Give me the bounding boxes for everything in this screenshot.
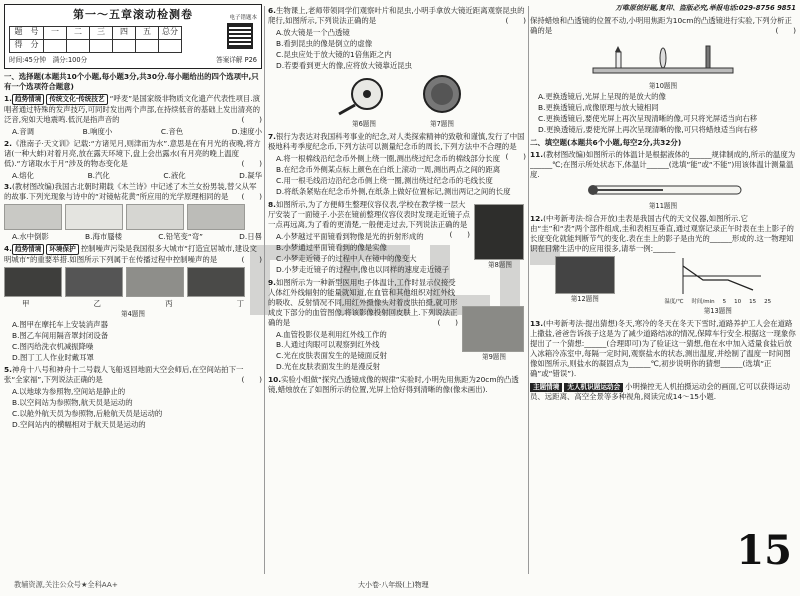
exam-time: 时间:45分钟 满分:100分 bbox=[9, 55, 88, 64]
option[interactable]: A.图甲在摩托车上安装消声器 bbox=[12, 320, 108, 330]
projector-figure bbox=[462, 276, 526, 374]
footer-left: 教辅资源,关注公众号★全科AA+ bbox=[14, 580, 118, 590]
figure-caption: 第11题图 bbox=[648, 201, 678, 210]
reflection-photo bbox=[4, 204, 62, 230]
section-fill-blank: 二、填空题(本题共6个小题,每空2分,共32分) bbox=[530, 137, 682, 147]
option[interactable]: A.以地球为参照物,空间站是静止的 bbox=[12, 387, 126, 397]
option[interactable]: D.速度小 bbox=[231, 126, 262, 136]
question-5: 5.神舟十八号和神舟十二号载人飞船返回地面大空会师后,在空间站拍下一张“全家福”,下列说法正确的是 ( ) bbox=[4, 365, 262, 385]
option[interactable]: C.光在皮肤表面发生的是镜面反射 bbox=[276, 351, 387, 361]
option[interactable]: A.放大镜是一个凸透镜 bbox=[276, 27, 350, 37]
question-text: (教材图改编)如图所示的体温计是根据液体的______规律制成的,所示的温度为______℃;在图示所处状态下,体温计______(选填“能”或“不能”)用该体温计测量温度. bbox=[530, 149, 796, 179]
gnomon-photo bbox=[555, 256, 615, 294]
score-header-cell: 题 号 bbox=[10, 26, 44, 39]
score-cell[interactable] bbox=[67, 39, 90, 52]
vein-projector-photo bbox=[462, 306, 524, 352]
option[interactable]: A.更换透镜后,光屏上呈现的是放大的像 bbox=[538, 92, 666, 102]
figure-caption: 第10题图 bbox=[648, 82, 678, 91]
score-header-cell: 四 bbox=[113, 26, 136, 39]
figure-label: 甲 bbox=[22, 299, 30, 309]
option[interactable]: C.用一根毛线沿边沿纪念币侧上绕一圈,测出绕过纪念币的毛线长度 bbox=[276, 175, 493, 185]
gnomon-figure bbox=[555, 256, 615, 317]
question-13: 13.(中考新考法·提出猜想)冬天,寒冷的冬天在冬天下雪时,道路养护工人会在道路上撒盐,爸爸告诉孩子这是为了减少道路结冰的情况,保障车行安全.根据这一现象你提出了一个猜想:______(合理即可)为了验证这一猜想,他在水中加入适量食盐后放入冰箱冷冻室中,每隔一定时间,观察盐水的状态,测出温度,并绘制了温度一时间图像如图所示,则盐水的凝固点为______℃,初步说明你的猜想______(选填“正确”或“错误”). bbox=[530, 319, 796, 378]
option[interactable]: D.图丁工人作业时戴耳罩 bbox=[12, 353, 94, 363]
option[interactable]: D.光在皮肤表面发生的是漫反射 bbox=[276, 362, 381, 372]
question-text: 生物课上,老师带领同学们观察叶片和昆虫,小明手拿放大镜近距离观察昆虫的爬行,如图所示,下列说法正确的是 bbox=[268, 6, 525, 25]
question-text: 如图所示为一种新型医用电子体温计,工作时显示仪接受人体红外线辐射的能量就知道,在血管和其他组织对红外线的吸收、反射情况不同,用红外摄像头对着皮肤拍摄,就可形成皮下部分的血管图像,将该影像投射回皮肤上.下列说法正确的是 bbox=[268, 277, 458, 327]
figure-caption: 第7题图 bbox=[430, 119, 454, 128]
figure-label: 丁 bbox=[236, 299, 244, 309]
score-cell[interactable] bbox=[113, 39, 136, 52]
option[interactable]: B.小梦通过平面镜看到的像是实像 bbox=[276, 242, 387, 252]
figure-label: 乙 bbox=[93, 299, 101, 309]
question-text: 神舟十八号和神舟十二号载人飞船返回地面大空会师后,在空间站拍下一张“全家福”,下列说法正确的是 bbox=[4, 365, 244, 385]
tick-label: 15 bbox=[749, 298, 757, 305]
washer-photo bbox=[126, 267, 184, 297]
footer-center: 大小卷·八年级(上)物理 bbox=[358, 580, 429, 589]
question-1: 1. 趋势情境 传统文化·传统技艺 “呼麦”是国家级非物质文化遗产代表性项目.演唱者通过特殊的发声技巧,可同时发出两个声部,在持续低音的基础上发出清亮的泛音,宛如天地震鸣.低沉是指声音的 ( ) bbox=[4, 93, 262, 124]
option[interactable]: B.海市蜃楼 bbox=[85, 232, 123, 242]
option[interactable]: D.小梦走近镜子的过程中,像也以同样的速度走近镜子 bbox=[276, 264, 449, 274]
options bbox=[4, 127, 262, 137]
tag: 趋势情境 bbox=[12, 244, 44, 255]
option[interactable]: A.熔化 bbox=[12, 170, 35, 180]
optical-bench-icon bbox=[588, 38, 738, 78]
section-choice: 一、选择题(本题共10个小题,每小题3分,共30分.每小题给出的四个选项中,只有一个选项符合题意) bbox=[4, 71, 259, 91]
temperature-graph bbox=[664, 256, 771, 317]
q6-q7-figures bbox=[268, 74, 526, 130]
copyright-line: 万唯原创好题,复印、盗版必究,举报电话:029-8756 9851 bbox=[615, 4, 796, 12]
tag: 传统文化·传统技艺 bbox=[46, 94, 107, 105]
option[interactable]: C.小梦走近镜子的过程中人在镜中的像变大 bbox=[276, 253, 417, 263]
option[interactable]: A.小梦越过平面镜看到物像是光的折射形成的 bbox=[276, 231, 424, 241]
option[interactable]: B.图乙车间用隔音罩封闭设备 bbox=[12, 331, 109, 341]
option[interactable]: D.日晷 bbox=[239, 232, 262, 242]
figure-caption: 第8题图 bbox=[488, 260, 512, 269]
figure-caption: 第4题图 bbox=[121, 310, 145, 319]
options bbox=[4, 232, 262, 242]
exam-meta bbox=[9, 56, 257, 65]
option[interactable]: C.更换透镜后,要使光屏上再次呈现清晰的像,可只将光屏适当向右移 bbox=[538, 113, 758, 123]
question-text: 如图所示,为了方便师生整理仪容仪表,学校在教学楼一层大厅安装了一面镜子.小芸在镜前整理仪容仪表时发现走近镜子点一点再远离,为了看的更清楚,一般便走过去,下列说法正确的是 bbox=[268, 199, 470, 229]
option[interactable]: A.音调 bbox=[12, 126, 35, 136]
option[interactable]: C.铅笔变“弯” bbox=[158, 232, 203, 242]
option[interactable]: B.人通过肉眼可以观察到红外线 bbox=[276, 340, 380, 350]
question-2: 2.《淮南子·天文训》记载:“方诸见月,则津而为水”.意思是在有月光的夜晚,将方诸(一种大蚌)对着月亮,放在露天环境下,盘上会出露水(有月亮的晚上温度低).“方诸取水于月”涉及的物态变化是 ( ) bbox=[4, 138, 262, 168]
score-header-cell: 二 bbox=[67, 26, 90, 39]
q3-figures bbox=[4, 204, 262, 230]
thermometer-figure bbox=[530, 182, 796, 211]
option[interactable]: C.昆虫应处于放大镜的1倍焦距之内 bbox=[276, 49, 392, 59]
sundial-photo bbox=[187, 204, 245, 230]
tick-label: 10 bbox=[734, 298, 742, 305]
score-cell[interactable] bbox=[90, 39, 113, 52]
figure-label: 丙 bbox=[165, 299, 173, 309]
figure-caption: 第6题图 bbox=[352, 119, 376, 128]
score-row-label: 得 分 bbox=[10, 39, 44, 52]
page-number: 15 bbox=[736, 527, 792, 574]
tick-label: 25 bbox=[764, 298, 772, 305]
score-cell[interactable] bbox=[136, 39, 159, 52]
graph-ticks bbox=[664, 299, 771, 306]
thermometer-icon bbox=[583, 182, 743, 198]
theme-subtag: 无人机识题运动会 bbox=[564, 383, 623, 392]
mirror-figure bbox=[474, 198, 526, 276]
score-cell[interactable] bbox=[44, 39, 67, 52]
option[interactable]: B.在纪念币外侧某点标上颜色在白纸上滚动一周,测出两点之间的距离 bbox=[276, 164, 501, 174]
options bbox=[4, 171, 262, 181]
question-4: 4. 趋势情境 环境保护 控制噪声污染是我国很多大城市“打造宜居城市,建设文明城市”的重要举措.如图所示下列属于在传播过程中控制噪声的是 ( ) bbox=[4, 244, 262, 265]
question-10: 10.实验小组做“探究凸透镜成像的规律”实验时,小明先用焦距为20cm的凸透镜,蜡烛放在了如图所示的位置,光屏上恰好得到清晰的像(像未画出). bbox=[268, 375, 519, 395]
score-cell[interactable] bbox=[159, 39, 182, 52]
mirage-photo bbox=[65, 204, 123, 230]
option[interactable]: C.图丙给洗衣机减振降噪 bbox=[12, 342, 94, 352]
exam-header bbox=[4, 4, 262, 69]
theme-block bbox=[530, 382, 796, 402]
question-11: 11.(教材图改编)如图所示的体温计是根据液体的______规律制成的,所示的温度为______℃;在图示所处状态下,体温计______(选填“能”或“不能”)用该体温计测量温度. bbox=[530, 149, 796, 179]
score-header-cell: 总分 bbox=[159, 26, 182, 39]
worker-photo bbox=[187, 267, 245, 297]
question-6: 6.生物课上,老师带领同学们观察叶片和昆虫,小明手拿放大镜近距离观察昆虫的爬行,如图所示,下列说法正确的是 ( ) bbox=[268, 6, 526, 25]
option[interactable]: D.将纸条紧贴在纪念币外侧,在纸条上做好位置标记,测出两记之间的长度 bbox=[276, 186, 511, 196]
option[interactable]: C.音色 bbox=[160, 126, 184, 136]
answer-reference: 答案详解 P26 bbox=[216, 55, 257, 64]
q12-q13-figures bbox=[530, 256, 796, 317]
theme-tag: 主题情境 bbox=[530, 383, 562, 392]
figure-labels bbox=[4, 299, 262, 309]
question-10-continued bbox=[530, 16, 796, 36]
question-text: 银行为表达对我国科考事业的纪念,对人类探索精神的致敬和谨慎,发行了中国极地科考季度纪念币,下列方法可以测量纪念币的周长,下列方法中不合理的是 bbox=[268, 131, 525, 151]
coin-figure bbox=[419, 74, 465, 130]
magnifier-icon bbox=[329, 74, 399, 116]
score-header-cell: 五 bbox=[136, 26, 159, 39]
question-9: 9.如图所示为一种新型医用电子体温计,工作时显示仪接受人体红外线辐射的能量就知道,在血管和其他组织对红外线的吸收、反射情况不同,用红外摄像头对着皮肤拍摄,就可形成皮下部分的血管图像,将该影像投射回皮肤上.下列说法正确的是 ( ) bbox=[268, 277, 458, 327]
magnifier-figure bbox=[329, 74, 399, 130]
option[interactable]: C.液化 bbox=[163, 170, 186, 180]
question-text: 实验小组做“探究凸透镜成像的规律”实验时,小明先用焦距为20cm的凸透镜,蜡烛放在了如图所示的位置,光屏上恰好得到清晰的像(像未画出). bbox=[268, 375, 519, 395]
column-left bbox=[4, 4, 262, 592]
figure-caption: 第12题图 bbox=[570, 294, 599, 303]
tick-label: 5 bbox=[722, 298, 727, 305]
option[interactable]: A.水中倒影 bbox=[12, 232, 49, 242]
option[interactable]: B.看到昆虫的像是倒立的虚像 bbox=[276, 38, 373, 48]
option[interactable]: B.以空间站为参照物,航天员是运动的 bbox=[12, 398, 133, 408]
question-text: (中考新考法·提出猜想)冬天,寒冷的冬天在冬天下雪时,道路养护工人会在道路上撒盐,爸爸告诉孩子这是为了减少道路结冰的情况,保障车行安全.根据这一现象你提出了一个猜想:______(合理即可)为了验证这一猜想,他在水中加入适量食盐后放入冰箱冷冻室中,每隔一定时间,观察盐水的状态,测出温度,并绘制了温度一时间图像如图所示,则盐水的凝固点为______℃,初步说明你的猜想______(选填“正确”或“错误”). bbox=[530, 319, 796, 378]
question-text: (中考新考法·综合开放)圭表是我国古代的天文仪器,如图所示.它由“圭”和“表”两个部件组成,圭和表相互垂直,通过观察记录正午时表在圭上影子的长度变化就能判断节气的变化.表在圭上的影子是由光的______形成的.这一物理知识在日常生活中的应用很多,请举一例:______ bbox=[530, 213, 794, 253]
question-12: 12.(中考新考法·综合开放)圭表是我国古代的天文仪器,如图所示.它由“圭”和“表”两个部件组成,圭和表相互垂直,通过观察记录正午时表在圭上影子的长度变化就能判断节气的变化.表在圭上的影子是由光的______形成的.这一物理知识在日常生活中的应用很多,请举一例:______ bbox=[530, 213, 794, 253]
option[interactable]: C.以舱外航天员为参照物,后舱航天员是运动的 bbox=[12, 409, 163, 419]
question-3: 3.(教材图改编)我国古北朝时期载《木兰诗》中记述了木兰女扮男装,替父从军的故事.下列光现象与诗中的“对镜帖花黄”所应用的光学原理相同的是 ( ) bbox=[4, 182, 262, 202]
column-divider bbox=[264, 6, 265, 574]
figure-caption: 第13题图 bbox=[703, 307, 732, 316]
q4-figures bbox=[4, 267, 262, 297]
option[interactable]: B.汽化 bbox=[87, 170, 110, 180]
coin-icon bbox=[419, 74, 465, 116]
score-header-cell: 一 bbox=[44, 26, 67, 39]
question-7: 7.银行为表达对我国科考事业的纪念,对人类探索精神的致敬和谨慎,发行了中国极地科考季度纪念币,下列方法可以测量纪念币的周长,下列方法中不合理的是 ( ) bbox=[268, 131, 526, 161]
option[interactable]: B.更换透镜后,成像原理与放大镜相同 bbox=[538, 103, 659, 112]
option[interactable]: A.血管投影仪是利用红外线工作的 bbox=[276, 329, 387, 339]
qr-code-icon[interactable] bbox=[227, 23, 253, 49]
score-table bbox=[9, 26, 182, 53]
question-text: “呼麦”是国家级非物质文化遗产代表性项目.演唱者通过特殊的发声技巧,可同时发出两个声部,在持续低音的基础上发出清亮的泛音,宛如天地震鸣.低沉是指声音的 bbox=[4, 93, 261, 124]
option[interactable]: B.响度小 bbox=[82, 126, 113, 136]
column-middle bbox=[268, 4, 526, 592]
score-header-cell: 三 bbox=[90, 26, 113, 39]
question-text: 《淮南子·天文训》记载:“方诸见月,则津而为水”.意思是在有月光的夜晚,将方诸(一种大蚌)对着月亮,放在露天环境下,盘上会出露水(有月亮的晚上温度低).“方诸取水于月”涉及的物态变化是 bbox=[4, 138, 261, 168]
pencil-photo bbox=[126, 204, 184, 230]
option[interactable]: D.凝华 bbox=[239, 170, 262, 180]
temperature-time-graph bbox=[673, 256, 763, 296]
tag: 趋势情境 bbox=[12, 94, 44, 105]
graph-xlabel: 时间/min bbox=[691, 298, 715, 305]
optical-bench-figure bbox=[530, 38, 796, 91]
question-text: 控制噪声污染是我国很多大城市“打造宜居城市,建设文明城市”的重要举措.如图所示下列属于在传播过程中控制噪声的是 bbox=[4, 244, 257, 265]
column-right bbox=[530, 4, 796, 592]
question-8: 8.如图所示,为了方便师生整理仪容仪表,学校在教学楼一层大厅安装了一面镜子.小芸在镜前整理仪容仪表时发现走近镜子点一点再远离,为了看的更清楚,一般便走过去,下列说法正确的是 ( ) bbox=[268, 199, 470, 239]
question-text: (教材图改编)我国古北朝时期载《木兰诗》中记述了木兰女扮男装,替父从军的故事.下列光现象与诗中的“对镜帖花黄”所应用的光学原理相同的是 bbox=[4, 182, 257, 202]
tag: 环境保护 bbox=[46, 244, 78, 255]
answer-paren: ( ) bbox=[775, 26, 796, 36]
qr-label: 电子错题本 bbox=[229, 15, 257, 21]
figure-caption: 第9题图 bbox=[482, 352, 506, 361]
graph-ylabel: 温度/℃ bbox=[664, 298, 684, 305]
option[interactable]: A.将一根棉线沿纪念币外侧上绕一圈,测出绕过纪念币的棉线部分长度 bbox=[276, 153, 500, 163]
column-divider bbox=[528, 6, 529, 574]
exam-title: 第一～五章滚动检测卷 bbox=[73, 8, 193, 21]
option[interactable]: D.空间站内的横幅相对于航天员是运动的 bbox=[12, 420, 146, 430]
option[interactable]: D.若要看到更大的像,应将放大镜靠近昆虫 bbox=[276, 60, 413, 70]
option[interactable]: D.更换透镜后,要使光屏上再次呈现清晰的像,可只将蜡烛适当向右移 bbox=[538, 124, 758, 134]
theme-text: 小明操控无人机拍摄运动会的画面,它可以获得运动员、远距离、高空全景等多种视角,阅读完成14～15小题. bbox=[530, 381, 791, 401]
mirror-photo bbox=[474, 204, 524, 260]
motorcycle-photo bbox=[4, 267, 62, 297]
question-text: 保持蜡烛和凸透镜的位置不动,小明用焦距为10cm的凸透镜进行实验,下列分析正确的是 bbox=[530, 16, 792, 36]
workshop-photo bbox=[65, 267, 123, 297]
